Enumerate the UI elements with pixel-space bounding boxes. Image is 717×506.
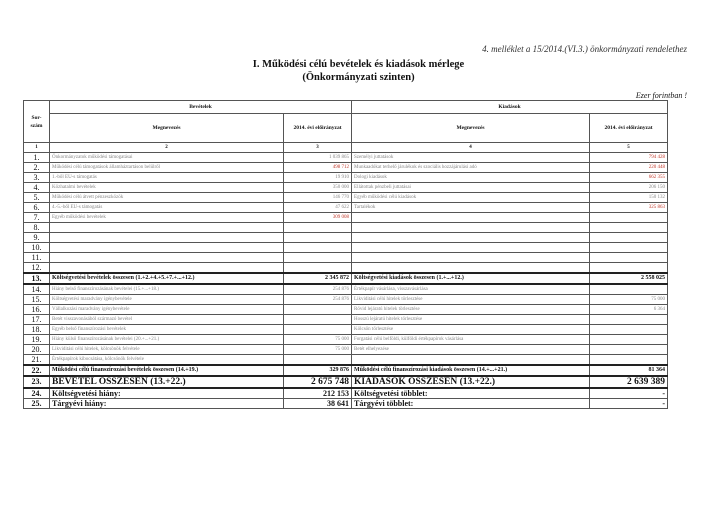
expense-amount: 325 863 [590,203,668,213]
revenue-amount: 19 910 [284,173,352,183]
table-row [24,213,668,223]
row-number: 2. [24,163,50,173]
expense-amount [590,233,668,243]
table-row [24,233,668,243]
row-number: 11. [24,253,50,263]
expense-amount: 2 558 025 [590,273,668,284]
revenue-amount [284,243,352,253]
revenue-name: Egyéb belső finanszírozási bevételek [50,325,284,335]
row-number: 22. [24,365,50,376]
table-row [24,305,668,315]
revenue-name [50,253,284,263]
expense-name: Személyi juttatások [352,153,590,163]
table-row [24,243,668,253]
table-row [24,223,668,233]
expense-name: Munkaadókat terhelő járulékok és szociális hozzájárulási adó [352,163,590,173]
expense-amount [590,253,668,263]
table-row [24,365,668,376]
expense-name: Likviditási célú hitelek törlesztése [352,295,590,305]
revenue-amount [284,325,352,335]
expense-amount: 206 150 [590,183,668,193]
column-index: 3 [284,143,352,153]
row-number: 16. [24,305,50,315]
revenue-name: Vállalkozási maradvány igénybevétele [50,305,284,315]
header-row-number: Sor- szám [24,101,50,143]
expense-amount [590,315,668,325]
expense-amount [590,345,668,355]
revenue-name: 4.-5.-ből EU-s támogatás [50,203,284,213]
row-number: 19. [24,335,50,345]
table-row [24,376,668,388]
revenue-amount: 146 770 [284,193,352,203]
row-number: 1. [24,153,50,163]
revenue-name: 1.-ből EU-s támogatás [50,173,284,183]
expense-name [352,355,590,366]
table-row [24,335,668,345]
expense-amount [590,284,668,295]
table-row [24,325,668,335]
revenue-amount [284,233,352,243]
expense-name: Tartalékok [352,203,590,213]
row-number: 12. [24,263,50,274]
row-number: 4. [24,183,50,193]
revenue-amount: 75 000 [284,345,352,355]
revenue-name: Betét visszavonásából származó bevétel [50,315,284,325]
expense-name: KIADÁSOK ÖSSZESEN (13.+22.) [352,376,590,388]
revenue-name: Közhatalmi bevételek [50,183,284,193]
expense-name: Értékpapír vásárlása, visszavásárlása [352,284,590,295]
revenue-amount [284,263,352,274]
expense-name: Költségvetési többlet: [352,388,590,399]
revenue-amount: 38 641 [284,399,352,409]
expense-amount [590,213,668,223]
row-number: 24. [24,388,50,399]
expense-amount [590,223,668,233]
revenue-name: Költségvetési bevételek összesen (1.+2.+4.+5.+7.+...+12.) [50,273,284,284]
expense-amount: - [590,388,668,399]
expense-name: Betét elhelyezése [352,345,590,355]
expense-name: Tárgyévi többlet: [352,399,590,409]
revenue-amount: 254 876 [284,284,352,295]
table-row [24,193,668,203]
expense-name: Költségvetési kiadások összesen (1.+...+12.) [352,273,590,284]
revenue-name: Működési célú finanszírozási bevételek összesen (14.+19.) [50,365,284,376]
expense-name: Dologi kiadások [352,173,590,183]
revenue-name: Tárgyévi hiány: [50,399,284,409]
column-index: 1 [24,143,50,153]
revenue-amount [284,315,352,325]
expense-amount: - [590,399,668,409]
revenue-name [50,243,284,253]
revenue-amount: 254 876 [284,295,352,305]
expense-amount [590,243,668,253]
header-expense-name: Megnevezés [352,114,590,143]
expense-name [352,223,590,233]
table-row [24,399,668,409]
row-number: 21. [24,355,50,366]
expense-amount: 150 132 [590,193,668,203]
row-number: 13. [24,273,50,284]
revenue-amount [284,223,352,233]
revenue-name [50,263,284,274]
expense-amount: 6 364 [590,305,668,315]
expense-name: Forgatási célú belföldi, külföldi értékpapírok vásárlása [352,335,590,345]
header-expense-appropriation: 2014. évi előirányzat [590,114,668,143]
expense-name [352,263,590,274]
revenue-amount: 2 345 872 [284,273,352,284]
row-number: 14. [24,284,50,295]
balance-table [23,100,668,409]
table-row [24,253,668,263]
revenue-amount: 75 000 [284,335,352,345]
header-note: 4. melléklet a 15/2014.(VI.3.) önkormányzati rendelethez [482,44,687,54]
table-row [24,284,668,295]
table-row [24,345,668,355]
page-title: I. Működési célú bevételek és kiadások mérlege [252,59,465,70]
expense-name: Kölcsön törlesztése [352,325,590,335]
expense-amount [590,325,668,335]
revenue-name: Működési célú átvett pénzeszközök [50,193,284,203]
table-row [24,295,668,305]
header-revenue-name: Megnevezés [50,114,284,143]
column-index: 4 [352,143,590,153]
expense-amount: 81 364 [590,365,668,376]
revenue-name: Egyéb működési bevételek [50,213,284,223]
revenue-name: Értékpapírok kibocsátása, kölcsönök felvétele [50,355,284,366]
revenue-name: Likviditási célú hitelek, kölcsönök felvétele [50,345,284,355]
row-number: 20. [24,345,50,355]
table-row [24,315,668,325]
expense-amount [590,355,668,366]
page-subtitle: (Önkormányzati szinten) [302,72,415,83]
table-row [24,173,668,183]
expense-name [352,213,590,223]
unit-note: Ezer forintban ! [635,91,687,100]
row-number: 3. [24,173,50,183]
column-index: 2 [50,143,284,153]
table-row [24,163,668,173]
revenue-amount [284,305,352,315]
table-row [24,273,668,284]
revenue-amount [284,253,352,263]
header-expenses: Kiadások [352,101,668,114]
expense-name [352,233,590,243]
table-row [24,183,668,193]
row-number: 5. [24,193,50,203]
row-number: 25. [24,399,50,409]
revenue-name [50,233,284,243]
expense-name: Rövid lejáratú hitelek törlesztése [352,305,590,315]
row-number: 18. [24,325,50,335]
expense-amount [590,335,668,345]
table-row [24,263,668,274]
revenue-amount: 1 039 865 [284,153,352,163]
revenue-name: Költségvetési hiány: [50,388,284,399]
expense-amount: 662 355 [590,173,668,183]
row-number: 6. [24,203,50,213]
expense-name: Ellátottak pénzbeli juttatásai [352,183,590,193]
table-row [24,355,668,366]
row-number: 9. [24,233,50,243]
expense-name: Egyéb működési célú kiadások [352,193,590,203]
expense-name [352,253,590,263]
table-row [24,203,668,213]
revenue-amount: 309 008 [284,213,352,223]
row-number: 8. [24,223,50,233]
revenue-name: Önkormányzatok működési támogatásai [50,153,284,163]
header-revenues: Bevételek [50,101,352,114]
revenue-amount [284,355,352,366]
revenue-name: Hiány belső finanszírozásának bevételei (15.+...+18.) [50,284,284,295]
revenue-amount: 350 000 [284,183,352,193]
expense-name: Hosszú lejáratú hitelek törlesztése [352,315,590,325]
revenue-name: BEVÉTEL ÖSSZESEN (13.+22.) [50,376,284,388]
table-body [24,153,668,409]
expense-amount [590,263,668,274]
revenue-name: Működési célú támogatások államháztartáson belülről [50,163,284,173]
revenue-name: Hiány külső finanszírozásának bevételei (20.+...+21.) [50,335,284,345]
expense-amount: 220 448 [590,163,668,173]
header-revenue-appropriation: 2014. évi előirányzat [284,114,352,143]
expense-amount: 2 639 389 [590,376,668,388]
row-number: 23. [24,376,50,388]
revenue-amount: 47 622 [284,203,352,213]
row-number: 17. [24,315,50,325]
revenue-name: Költségvetési maradvány igénybevétele [50,295,284,305]
column-index: 5 [590,143,668,153]
table-row [24,388,668,399]
revenue-amount: 212 153 [284,388,352,399]
revenue-amount: 2 675 748 [284,376,352,388]
row-number: 15. [24,295,50,305]
row-number: 10. [24,243,50,253]
row-number: 7. [24,213,50,223]
revenue-name [50,223,284,233]
table-row [24,153,668,163]
revenue-amount: 329 876 [284,365,352,376]
expense-amount: 75 000 [590,295,668,305]
expense-name: Működési célú finanszírozási kiadások összesen (14.+...+21.) [352,365,590,376]
expense-amount: 794 428 [590,153,668,163]
expense-name [352,243,590,253]
revenue-amount: 498 712 [284,163,352,173]
